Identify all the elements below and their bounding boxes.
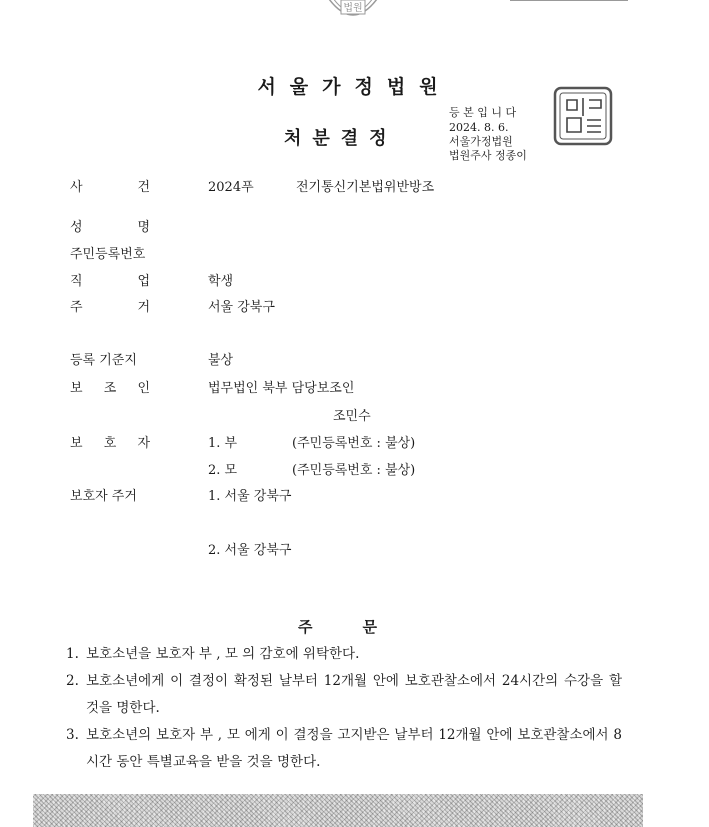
- order-item: [66, 668, 622, 722]
- resident-number-label: 주민등록번호: [70, 247, 146, 262]
- address-label: 주 거: [70, 300, 150, 315]
- court-emblem-icon: [313, 0, 393, 26]
- assistant-label: 보 조 인: [70, 381, 150, 396]
- assistant-name: 조민수: [333, 409, 371, 424]
- order-section-title: 주문: [298, 618, 427, 636]
- case-label: 사 건: [70, 180, 150, 195]
- certification-court: 서울가정법원: [449, 135, 513, 148]
- occupation-label: 직 업: [70, 274, 150, 289]
- official-seal-icon: [553, 86, 613, 146]
- case-number: 2024푸: [208, 180, 254, 195]
- guardian-label: 보 호 자: [70, 436, 150, 451]
- header-rule: [510, 0, 628, 1]
- registry-value: 불상: [208, 353, 234, 368]
- registry-label: 등록 기준지: [70, 353, 137, 368]
- occupation-value: 학생: [208, 274, 234, 289]
- order-item: [66, 641, 622, 668]
- order-item-text: 보호소년의 보호자 부 , 모 에게 이 결정을 고지받은 날부터 12개월 안에 보호관찰소에서 8시간 동안 특별교육을 받을 것을 명한다.: [86, 727, 622, 770]
- assistant-firm: 법무법인 북부 담당보조인: [208, 381, 355, 396]
- order-item-number: 2.: [66, 673, 79, 689]
- document-title: 처분결정: [284, 128, 398, 149]
- guardian-father-id: (주민등록번호 : 불상): [292, 436, 416, 451]
- guardian-mother: 2. 모: [208, 463, 238, 478]
- order-item: [66, 722, 622, 776]
- case-name: 전기통신기본법위반방조: [296, 180, 435, 195]
- address-value: 서울 강북구: [208, 300, 275, 315]
- certification-line-1: 등 본 입 니 다: [449, 106, 517, 119]
- guardian-address-2: 2. 서울 강북구: [208, 543, 292, 558]
- order-item-text: 보호소년을 보호자 부 , 모 의 감호에 위탁한다.: [86, 646, 360, 662]
- guardian-father: 1. 부: [208, 436, 238, 451]
- court-title: 서울가정법원: [257, 76, 452, 98]
- guardian-address-label: 보호자 주거: [70, 489, 137, 504]
- emblem-label: 법원: [343, 3, 363, 14]
- order-item-text: 보호소년에게 이 결정이 확정된 날부터 12개월 안에 보호관찰소에서 24시간의 수강을 할 것을 명한다.: [86, 673, 622, 716]
- scan-noise-footer: [33, 794, 643, 827]
- order-item-number: 1.: [66, 646, 79, 662]
- certification-clerk: 법원주사 정종이: [449, 149, 527, 162]
- order-item-number: 3.: [66, 727, 79, 743]
- guardian-address-1: 1. 서울 강북구: [208, 489, 292, 504]
- guardian-mother-id: (주민등록번호 : 불상): [292, 463, 416, 478]
- certification-date: 2024. 8. 6.: [449, 121, 509, 134]
- name-label: 성 명: [70, 220, 150, 235]
